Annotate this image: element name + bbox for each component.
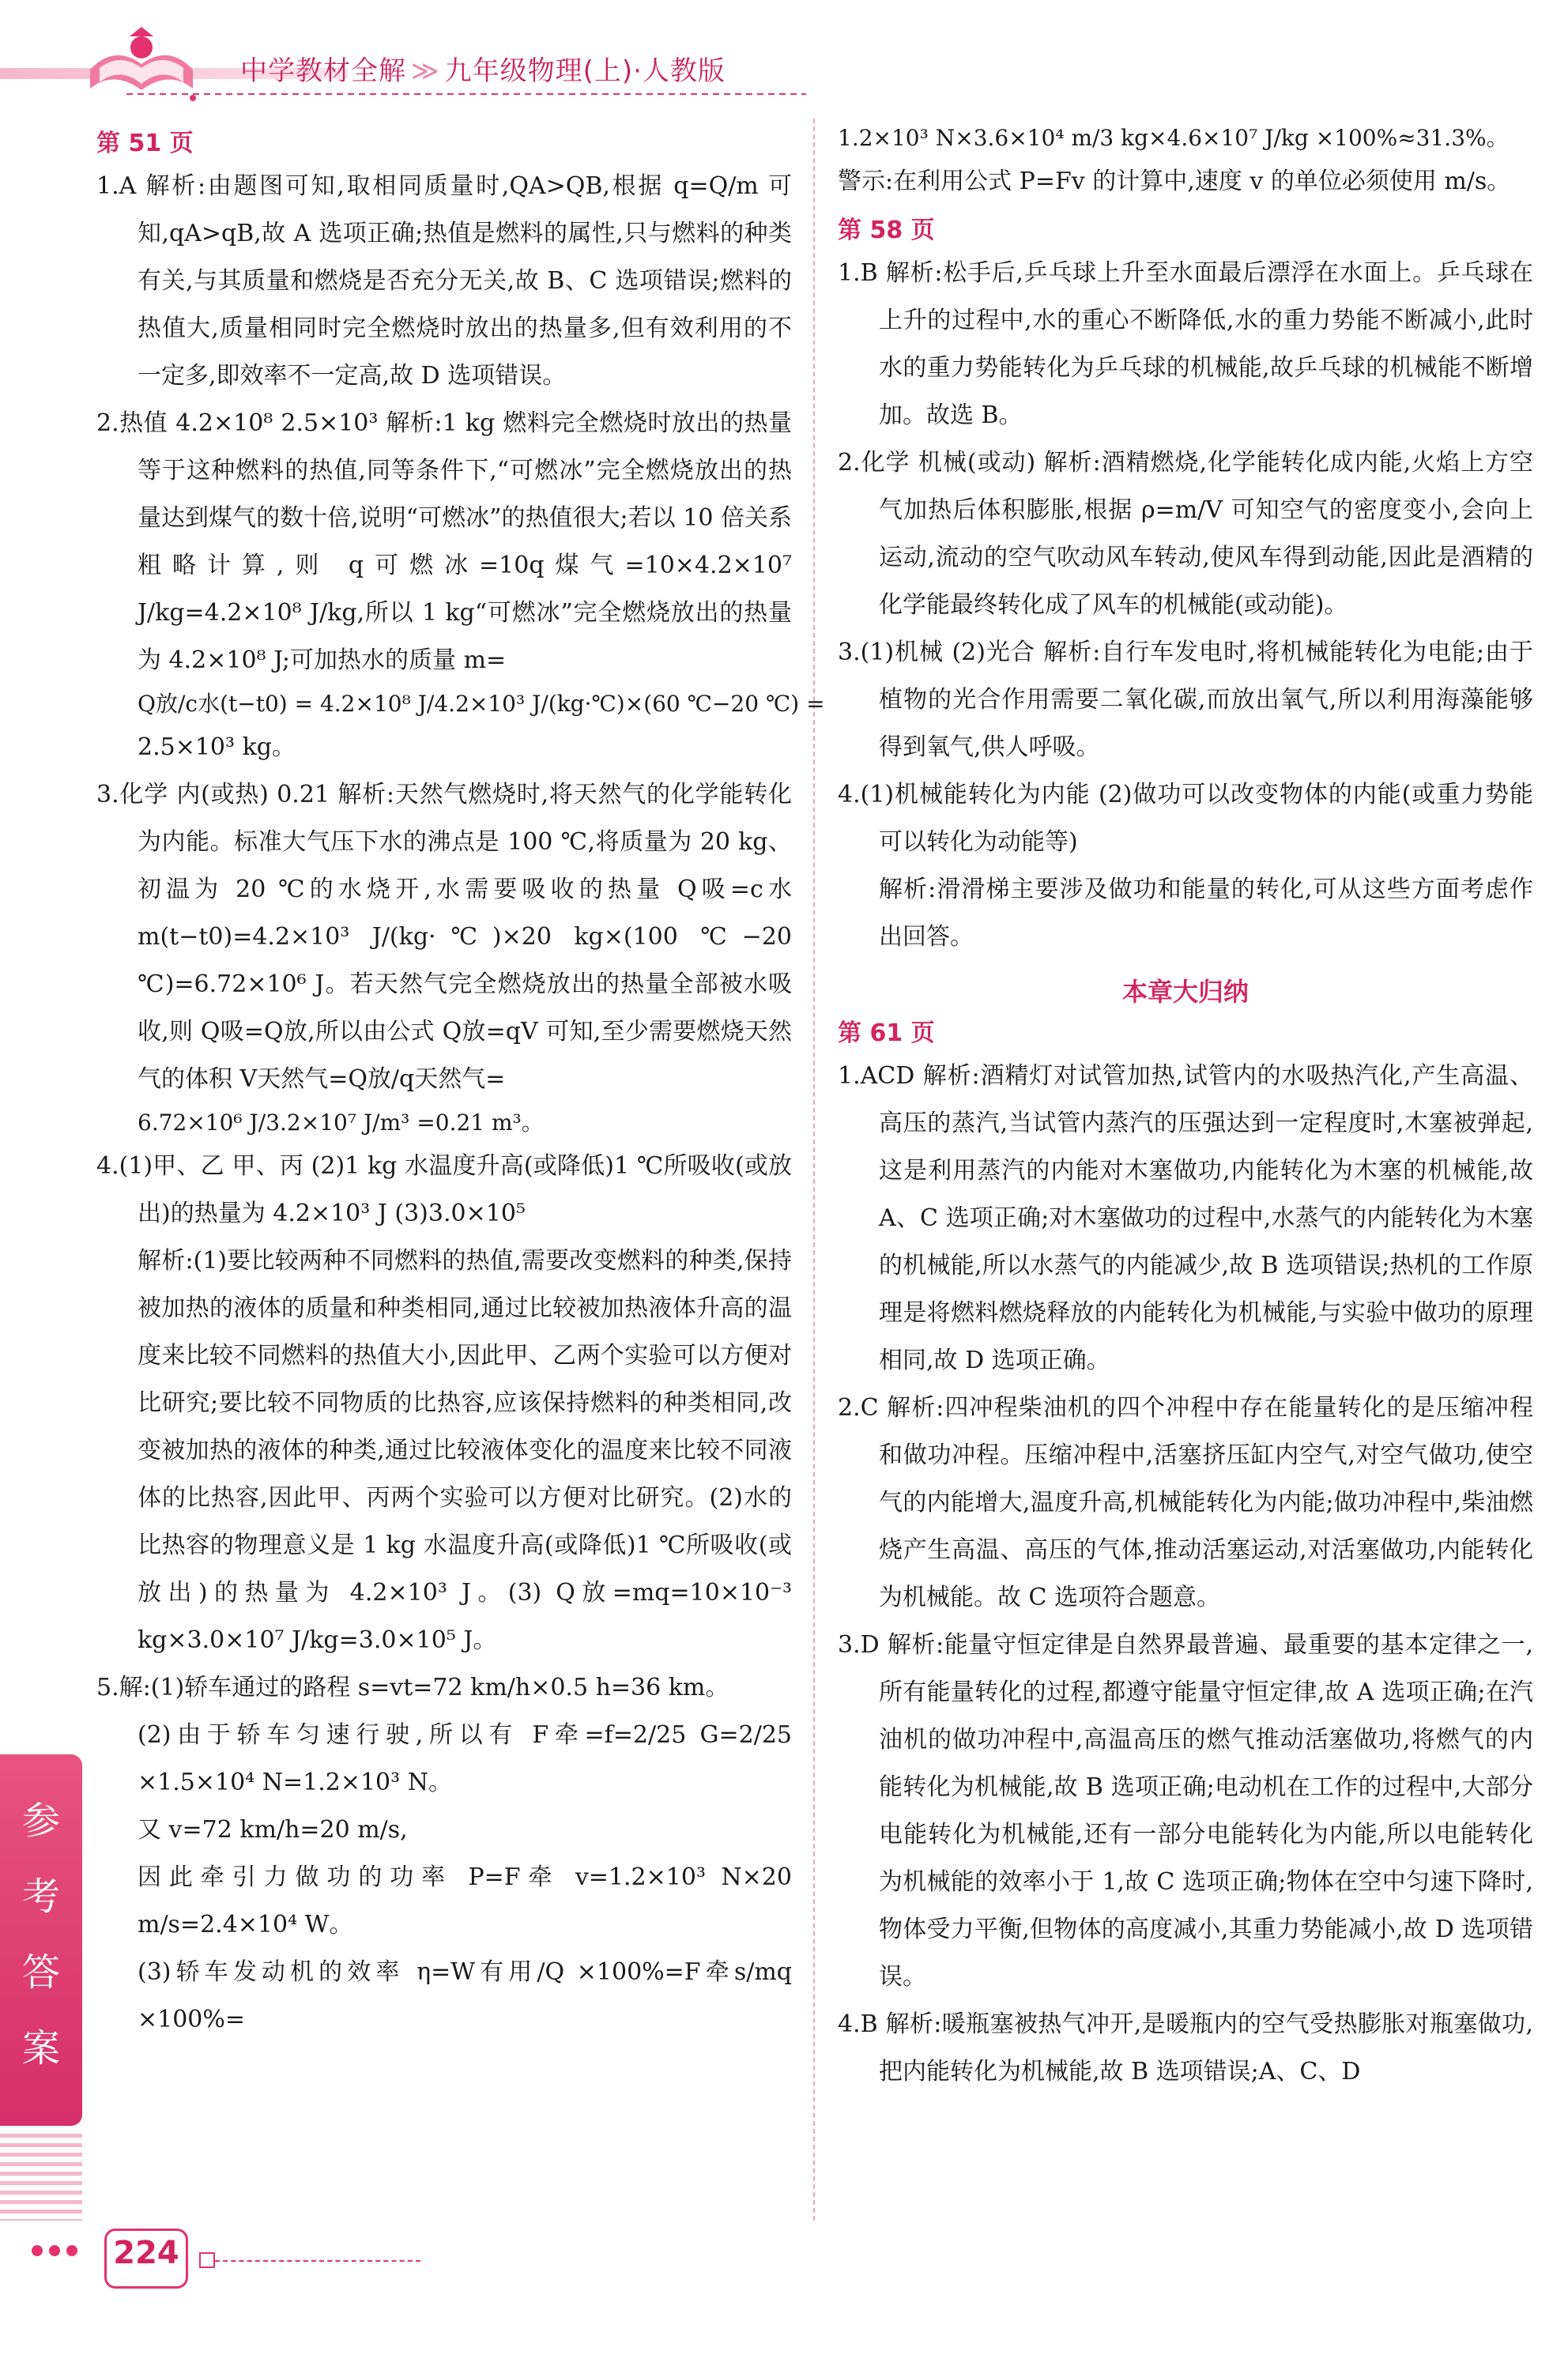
footer-dots-icon [32,2244,84,2259]
answer-61-2: 2.C 解析:四冲程柴油机的四个冲程中存在能量转化的是压缩冲程和做功冲程。压缩冲程中,活塞挤压缸内空气,对空气做功,使空气的内能增大,温度升高,机械能转化为内能;做功冲程中,柴油燃烧产生高温、高压的气体,推动活塞运动,对活塞做功,内能转化为机械能。故 C 选项符合题意。 [838,1394,1533,1611]
column-divider [813,119,815,2221]
answer-51-4: 4.(1)甲、乙 甲、丙 (2)1 kg 水温度升高(或降低)1 ℃所吸收(或放出)的热量为 4.2×10³ J (3)3.0×10⁵ [96,1152,792,1227]
answer-58-1: 1.B 解析:松手后,乒乓球上升至水面最后漂浮在水面上。乒乓球在上升的过程中,水的重心不断降低,水的重力势能不断减小,此时水的重力势能转化为乒乓球的机械能,故乒乓球的机械能不断增加。故选 B。 [838,259,1533,429]
formula-51-2: Q放/c水(t−t0) = 4.2×10⁸ J/4.2×10³ J/(kg·℃)×(60 ℃−20 ℃) = [138,691,825,717]
side-tab-label: 参考答案 [21,1799,60,2070]
footer-dashed-line [215,2260,420,2262]
formula-51-3: 6.72×10⁶ J/3.2×10⁷ J/m³ =0.21 m³。 [138,1110,544,1136]
answer-51-5-part2: (2)由于轿车匀速行驶,所以有 F牵=f=2/25 G=2/25 ×1.5×10⁴ N=1.2×10³ N。 [138,1721,792,1796]
answer-61-3: 3.D 解析:能量守恒定律是自然界最普遍、最重要的基本定律之一,所有能量转化的过程,都遵守能量守恒定律,故 A 选项正确;在汽油机的做功冲程中,高温高压的燃气推动活塞做功,将燃气的内能转化为机械能,故 B 选项正确;电动机在工作的过程中,大部分电能转化为机械能,还有一部分电能转化为内能,所以电能转化为机械能的效率小于 1,故 C 选项正确;物体在空中匀速下降时,物体受力平衡,但物体的高度减小,其重力势能减小,故 D 选项错误。 [838,1631,1533,1991]
page-label-58: 第 58 页 [838,217,935,244]
header-book: 中学教材全解 [240,55,406,87]
answer-51-2: 2.热值 4.2×10⁸ 2.5×10³ 解析:1 kg 燃料完全燃烧时放出的热量等于这种燃料的热值,同等条件下,“可燃冰”完全燃烧放出的热量达到煤气的数十倍,说明“可燃冰”的热值很大;若以 10 倍关系粗略计算,则 q可燃冰=10q煤气=10×4.2×10⁷ J/kg=4.2×10⁸ J/kg,所以 1 kg“可燃冰”完全燃烧放出的热量为 4.2×10⁸ J;可加热水的质量 m= [96,409,792,674]
page-label-51: 第 51 页 [96,130,194,157]
header-dashed-line [126,93,806,95]
page-header [0,0,1568,119]
answer-51-5: 5.解:(1)轿车通过的路程 s=vt=72 km/h×0.5 h=36 km。 [96,1674,729,1701]
answer-51-5-part3: (3)轿车发动机的效率 η=W有用/Q ×100%=F牵s/mq ×100%= [138,1958,792,2033]
efficiency-formula: 1.2×10³ N×3.6×10⁴ m/3 kg×4.6×10⁷ J/kg ×100%≈31.3%。 [838,125,1509,151]
side-tab-reference-answers [0,1754,82,2126]
answer-58-4: 4.(1)机械能转化为内能 (2)做功可以改变物体的内能(或重力势能可以转化为动能等) [838,781,1533,856]
answer-51-3: 3.化学 内(或热) 0.21 解析:天然气燃烧时,将天然气的化学能转化为内能。标准大气压下水的沸点是 100 ℃,将质量为 20 kg、初温为 20 ℃的水烧开,水需要吸收的热量 Q吸=c水 m(t−t0)=4.2×10³ J/(kg·℃)×20 kg×(100 ℃−20 ℃)=6.72×10⁶ J。若天然气完全燃烧放出的热量全部被水吸收,则 Q吸=Q放,所以由公式 Q放=qV 可知,至少需要燃烧天然气的体积 V天然气=Q放/q天然气= [96,781,792,1093]
footer-square-icon [199,2252,215,2268]
analysis-51-4: 解析:(1)要比较两种不同燃料的热值,需要改变燃料的种类,保持被加热的液体的质量和种类相同,通过比较被加热液体升高的温度来比较不同燃料的热值大小,因此甲、乙两个实验可以方便对比研究;要比较不同物质的比热容,应该保持燃料的种类相同,改变被加热的液体的种类,通过比较液体变化的温度来比较不同液体的比热容,因此甲、丙两个实验可以方便对比研究。(2)水的比热容的物理意义是 1 kg 水温度升高(或降低)1 ℃所吸收(或放出)的热量为 4.2×10³ J。(3) Q放=mq=10×10⁻³ kg×3.0×10⁷ J/kg=3.0×10⁵ J。 [138,1247,792,1654]
answer-51-1: 1.A 解析:由题图可知,取相同质量时,QA>QB,根据 q=Q/m 可知,qA>qB,故 A 选项正确;热值是燃料的属性,只与燃料的种类有关,与其质量和燃烧是否充分无关,故 B、C 选项错误;燃料的热值大,质量相同时完全燃烧时放出的热量多,但有效利用的不一定多,即效率不一定高,故 D 选项错误。 [96,172,792,390]
side-stripes [0,2134,82,2221]
header-separator-icon: ≫ [411,55,440,87]
book-logo-icon [82,21,201,109]
answer-61-4: 4.B 解析:暖瓶塞被热气冲开,是暖瓶内的空气受热膨胀对瓶塞做功,把内能转化为机械能,故 B 选项错误;A、C、D [838,2010,1533,2086]
page-number: 224 [113,2235,179,2271]
analysis-58-4: 解析:滑滑梯主要涉及做功和能量的转化,可从这些方面考虑作出回答。 [879,876,1533,951]
chapter-summary-heading: 本章大归纳 [1121,977,1249,1007]
warning-note: 警示:在利用公式 P=Fv 的计算中,速度 v 的单位必须使用 m/s。 [838,168,1511,195]
answer-58-3: 3.(1)机械 (2)光合 解析:自行车发电时,将机械能转化为电能;由于植物的光合作用需要二氧化碳,而放出氧气,所以利用海藻能够得到氧气,供人呼吸。 [838,639,1533,761]
answer-61-1: 1.ACD 解析:酒精灯对试管加热,试管内的水吸热汽化,产生高温、高压的蒸汽,当试管内蒸汽的压强达到一定程度时,木塞被弹起,这是利用蒸汽的内能对木塞做功,内能转化为木塞的机械能,故 A、C 选项正确;对木塞做功的过程中,水蒸气的内能转化为木塞的机械能,所以水蒸气的内能减少,故 B 选项错误;热机的工作原理是将燃料燃烧释放的内能转化为机械能,与实验中做功的原理相同,故 D 选项正确。 [838,1062,1533,1374]
answer-58-2: 2.化学 机械(或动) 解析:酒精燃烧,化学能转化成内能,火焰上方空气加热后体积膨胀,根据 ρ=m/V 可知空气的密度变小,会向上运动,流动的空气吹动风车转动,使风车得到动能,因此是酒精的化学能最终转化成了风车的机械能(或动能)。 [838,449,1533,619]
answer-51-5-speed: 又 v=72 km/h=20 m/s, [138,1816,408,1844]
page-label-61: 第 61 页 [838,1019,935,1047]
answer-51-5-power: 因此牵引力做功的功率 P=F牵 v=1.2×10³ N×20 m/s=2.4×10⁴ W。 [138,1863,792,1939]
header-title [240,49,726,88]
right-column [838,119,1533,2096]
answer-51-2-result: 2.5×10³ kg。 [138,733,296,761]
left-column [96,119,825,2044]
header-edition: 九年级物理(上)·人教版 [444,55,726,87]
